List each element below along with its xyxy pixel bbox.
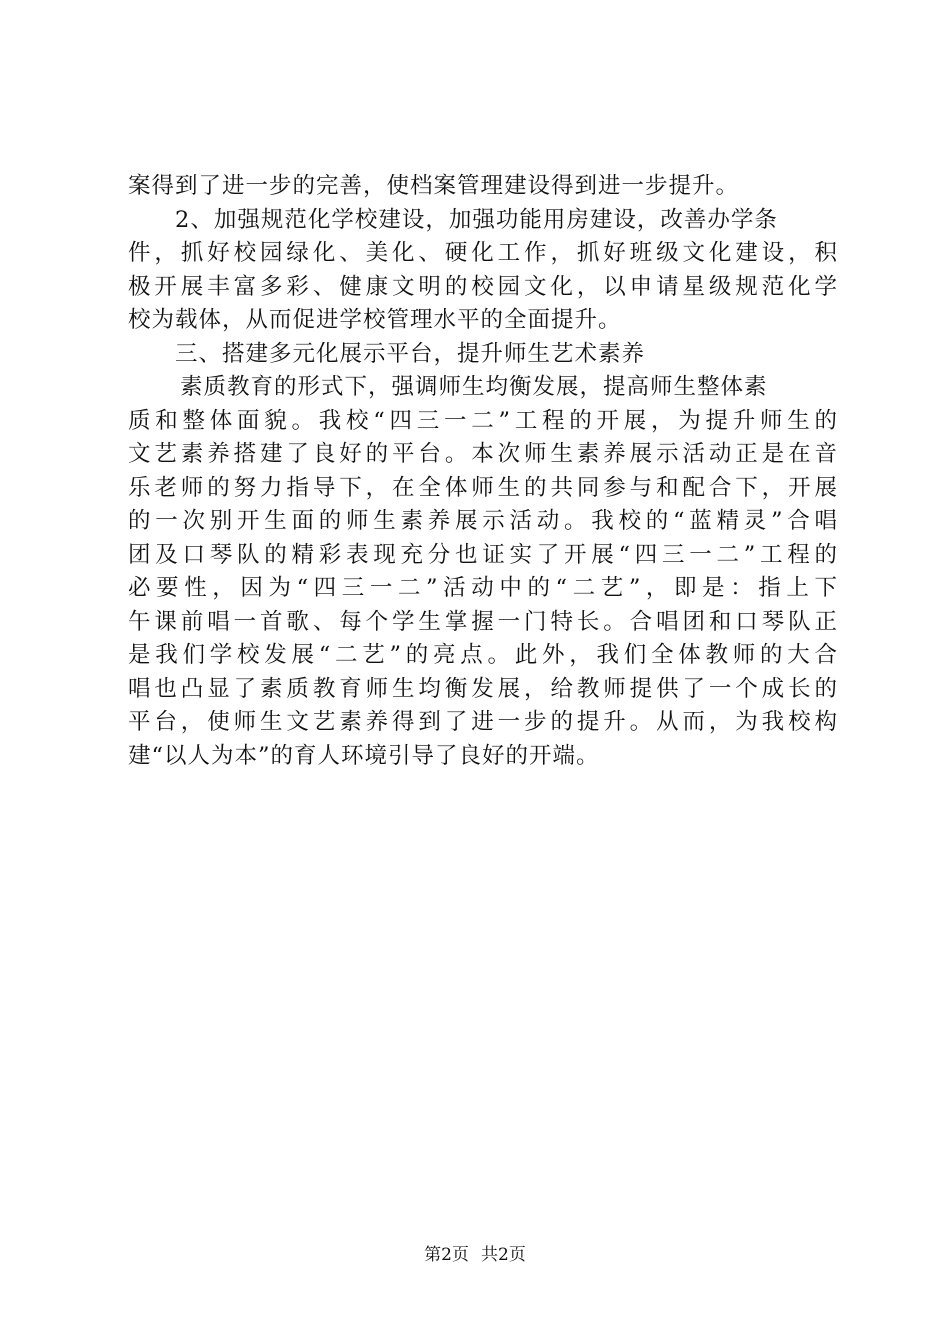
text-line: 必要性，因为“四三一二”活动中的“二艺”，即是：指上下 (128, 575, 838, 601)
page-number: 第2页 (424, 1245, 469, 1265)
text-line: 平台，使师生文艺素养得到了进一步的提升。从而，为我校构 (128, 709, 838, 735)
text-line: 素质教育的形式下，强调师生均衡发展，提高师生整体素 (180, 374, 768, 400)
text-line: 文艺素养搭建了良好的平台。本次师生素养展示活动正是在音 (128, 441, 838, 467)
text-line: 质和整体面貌。我校“四三一二”工程的开展，为提升师生的 (128, 407, 838, 434)
text-line: 乐老师的努力指导下，在全体师生的共同参与和配合下，开展 (128, 474, 838, 501)
text-line: 唱也凸显了素质教育师生均衡发展，给教师提供了一个成长的 (128, 675, 838, 702)
text-line: 件，抓好校园绿化、美化、硬化工作，抓好班级文化建设，积 (128, 240, 838, 266)
text-line: 校为载体，从而促进学校管理水平的全面提升。 (128, 307, 622, 333)
page-total: 共2页 (481, 1245, 526, 1265)
text-line: 案得到了进一步的完善，使档案管理建设得到进一步提升。 (128, 173, 740, 199)
body-text (128, 170, 838, 773)
text-line: 建“以人为本”的育人环境引导了良好的开端。 (128, 742, 600, 769)
text-line: 的一次别开生面的师生素养展示活动。我校的“蓝精灵”合唱 (128, 508, 838, 534)
text-line: 团及口琴队的精彩表现充分也证实了开展“四三一二”工程的 (128, 541, 838, 568)
text-line: 2、加强规范化学校建设，加强功能用房建设，改善办学条 (175, 206, 778, 233)
section-heading: 三、搭建多元化展示平台，提升师生艺术素养 (175, 340, 646, 367)
page-footer (0, 1243, 950, 1267)
text-line: 是我们学校发展“二艺”的亮点。此外，我们全体教师的大合 (128, 642, 838, 668)
text-line: 极开展丰富多彩、健康文明的校园文化，以申请星级规范化学 (128, 273, 838, 300)
text-line: 午课前唱一首歌、每个学生掌握一门特长。合唱团和口琴队正 (128, 608, 838, 635)
